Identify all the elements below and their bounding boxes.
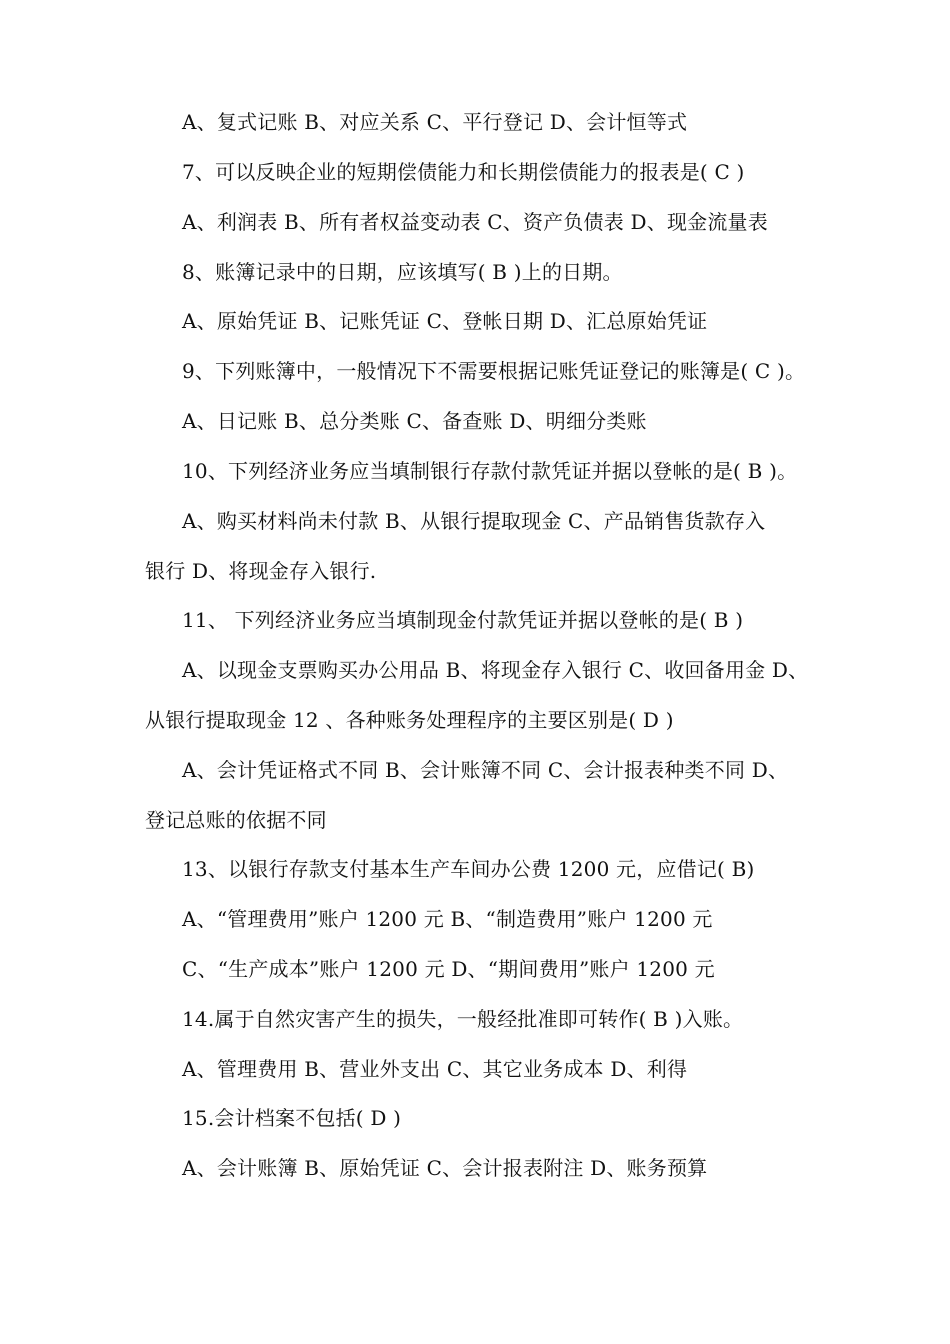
answer-options-q7: A、利润表 B、所有者权益变动表 C、资产负债表 D、现金流量表	[182, 210, 768, 234]
answer-options-q11-line2-question-12: 从银行提取现金 12 、各种账务处理程序的主要区别是( D )	[145, 708, 674, 732]
answer-options-q11-line1: A、以现金支票购买办公用品 B、将现金存入银行 C、收回备用金 D、	[182, 658, 809, 682]
answer-options-q12-line1: A、会计凭证格式不同 B、会计账簿不同 C、会计报表种类不同 D、	[182, 758, 789, 782]
question-13: 13、以银行存款支付基本生产车间办公费 1200 元，应借记( B)	[182, 857, 755, 881]
answer-options-q6: A、复式记账 B、对应关系 C、平行登记 D、会计恒等式	[182, 110, 688, 134]
question-14: 14.属于自然灾害产生的损失，一般经批准即可转作( B )入账。	[182, 1007, 744, 1031]
question-11: 11、 下列经济业务应当填制现金付款凭证并据以登帐的是( B )	[182, 608, 744, 632]
answer-options-q15: A、会计账簿 B、原始凭证 C、会计报表附注 D、账务预算	[182, 1156, 708, 1180]
answer-options-q8: A、原始凭证 B、记账凭证 C、登帐日期 D、汇总原始凭证	[182, 309, 708, 333]
answer-options-q12-line2: 登记总账的依据不同	[145, 808, 327, 832]
question-9: 9、下列账簿中，一般情况下不需要根据记账凭证登记的账簿是( C )。	[182, 359, 806, 383]
question-10: 10、下列经济业务应当填制银行存款付款凭证并据以登帐的是( B )。	[182, 459, 798, 483]
answer-options-q10-line2: 银行 D、将现金存入银行.	[145, 559, 377, 583]
answer-options-q13-line1: A、“管理费用”账户 1200 元 B、“制造费用”账户 1200 元	[182, 907, 713, 931]
question-8: 8、账簿记录中的日期，应该填写( B )上的日期。	[182, 260, 623, 284]
answer-options-q14: A、管理费用 B、营业外支出 C、其它业务成本 D、利得	[182, 1057, 688, 1081]
answer-options-q10-line1: A、购买材料尚未付款 B、从银行提取现金 C、产品销售货款存入	[182, 509, 766, 533]
answer-options-q13-line2: C、“生产成本”账户 1200 元 D、“期间费用”账户 1200 元	[182, 957, 715, 981]
answer-options-q9: A、日记账 B、总分类账 C、备查账 D、明细分类账	[182, 409, 647, 433]
question-7: 7、可以反映企业的短期偿债能力和长期偿债能力的报表是( C )	[182, 160, 745, 184]
question-15: 15.会计档案不包括( D )	[182, 1106, 402, 1130]
